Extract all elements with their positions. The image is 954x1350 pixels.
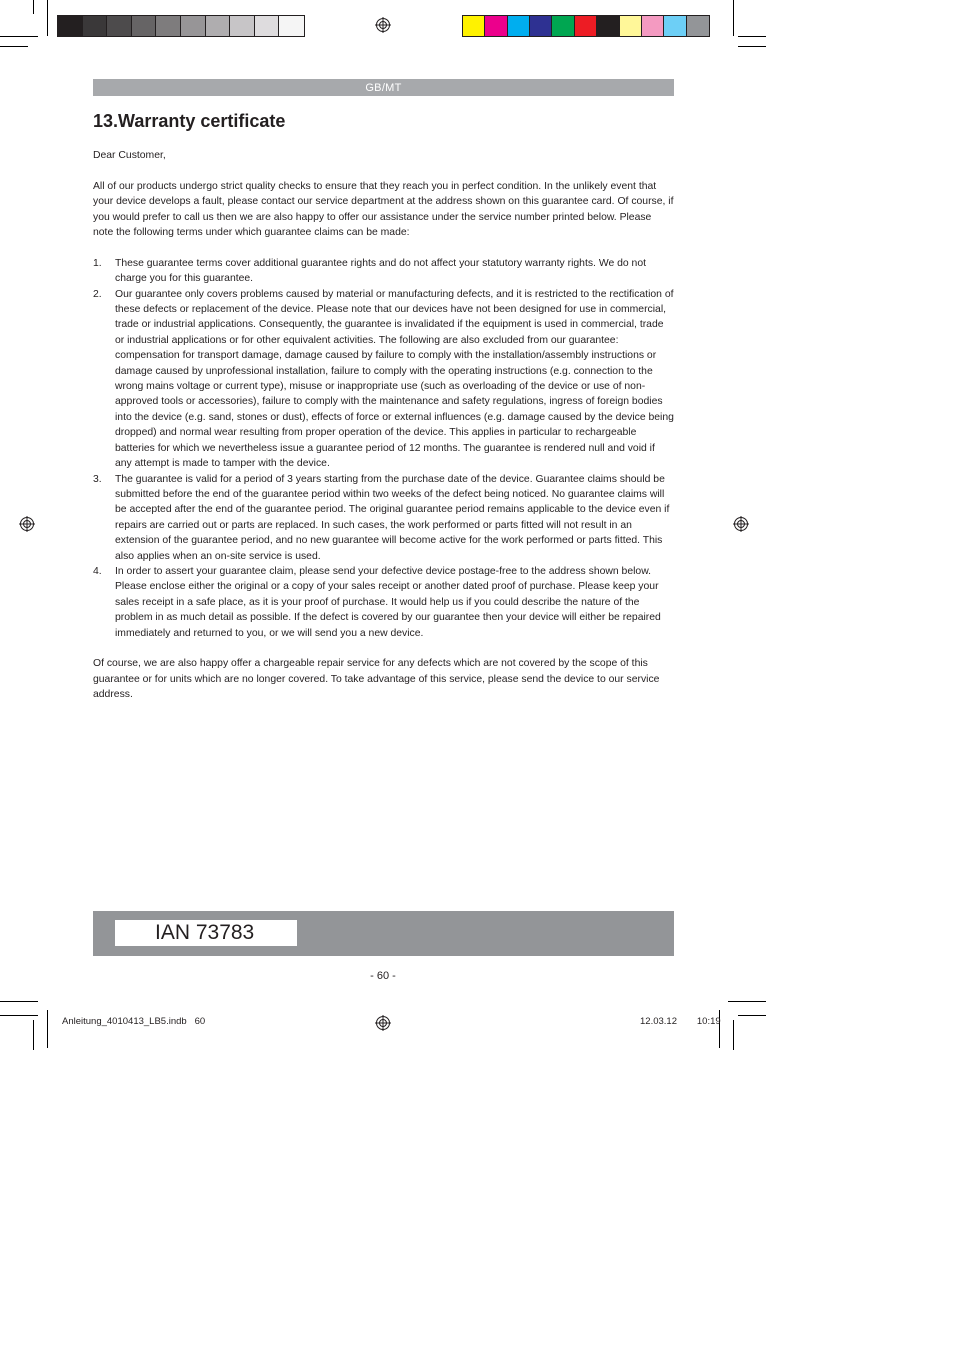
color-swatch <box>83 16 108 36</box>
list-number: 2. <box>93 288 102 300</box>
process-colorbar <box>462 15 710 37</box>
list-number: 4. <box>93 565 102 577</box>
color-swatch <box>620 16 642 36</box>
color-swatch <box>552 16 574 36</box>
color-swatch <box>58 16 83 36</box>
color-swatch <box>279 16 304 36</box>
warranty-text <box>93 148 674 718</box>
grayscale-colorbar <box>57 15 305 37</box>
color-swatch <box>642 16 664 36</box>
color-swatch <box>230 16 255 36</box>
list-item <box>93 287 674 472</box>
color-swatch <box>664 16 686 36</box>
crop-mark <box>738 46 766 47</box>
crop-mark <box>0 46 28 47</box>
list-text: The guarantee is valid for a period of 3 years starting from the purchase date of the device. Guarantee claims should be submitted before the end of the guarantee period within two weeks of the defect being noticed. No guarantee claims will be accepted after the end of the guarantee period. The original guarantee period remains applicable to the device even if repairs are carried out or parts are replaced. In such cases, the work performed or parts fitted will not result in an extension of the guarantee period, and no new guarantee will become active for the work performed or parts fitted. This also applies when an on-site service is used. <box>115 473 670 562</box>
crop-mark <box>0 36 38 37</box>
list-number: 1. <box>93 257 102 269</box>
footer-file-info: Anleitung_4010413_LB5.indb 60 <box>62 1016 206 1027</box>
crop-mark <box>738 36 766 37</box>
page-title: 13.Warranty certificate <box>93 111 286 131</box>
crop-mark <box>738 1015 766 1016</box>
color-swatch <box>530 16 552 36</box>
color-swatch <box>107 16 132 36</box>
crop-mark <box>0 1001 38 1002</box>
terms-list <box>93 256 674 641</box>
crop-mark <box>733 0 734 36</box>
color-swatch <box>575 16 597 36</box>
color-swatch <box>508 16 530 36</box>
crop-mark <box>0 1015 38 1016</box>
footer-date: 12.03.12 10:19 <box>640 1016 721 1027</box>
list-text: Our guarantee only covers problems caused by material or manufacturing defects, and it is restricted to the rectification of these defects or replacement of the device. Please note that our devices have not been designed for use in commercial, trade or industrial applications. Consequently, the guarantee is invalidated if the equipment is used in commercial, trade or industrial applications or for other equivalent activities. The following are also excluded from our guarantee: compensation for transport damage, damage caused by failure to comply with the installation/assembly instructions or damage caused by unprofessional installation, failure to comply with the operating instructions (e.g. connection to the wrong mains voltage or current type), misuse or inappropriate use (such as overloading of the device or use of non-approved tools or accessories), failure to comply with the maintenance and safety regulations, ingress of foreign bodies into the device (e.g. sand, stones or dust), effects of force or external influences (e.g. damage caused by the device being dropped) and normal wear resulting from proper operation of the device. This applies in particular to rechargeable batteries for which we nevertheless issue a guarantee period of 12 months. The guarantee is rendered null and void if any attempt is made to tamper with the device. <box>115 288 674 470</box>
closing-paragraph: Of course, we are also happy offer a chargeable repair service for any defects which are not covered by the scope of this guarantee or for units which are no longer covered. To take advantage of this service, please send the device to our service address. <box>93 658 660 701</box>
region-header <box>93 79 674 96</box>
registration-mark-icon <box>19 516 35 532</box>
registration-mark-icon <box>733 516 749 532</box>
crop-mark <box>47 0 48 36</box>
salutation: Dear Customer, <box>93 150 166 161</box>
list-item <box>93 472 674 564</box>
list-item <box>93 256 674 287</box>
crop-mark <box>47 1010 48 1048</box>
intro-paragraph: All of our products undergo strict quality checks to ensure that they reach you in perfect condition. In the unlikely event that your device develops a fault, please contact our service department at the address shown on this guarantee card. Of course, if you would prefer to call us then we are also happy to offer our assistance under the service number printed below. Please note the following terms under which guarantee claims can be made: <box>93 180 674 239</box>
ian-band <box>93 911 674 956</box>
list-number: 3. <box>93 473 102 485</box>
region-label: GB/MT <box>365 81 402 94</box>
color-swatch <box>463 16 485 36</box>
registration-mark-icon <box>375 1015 391 1031</box>
color-swatch <box>156 16 181 36</box>
list-text: These guarantee terms cover additional guarantee rights and do not affect your statutory warranty rights. We do not charge you for this guarantee. <box>115 257 646 285</box>
list-text: In order to assert your guarantee claim, please send your defective device postage-free to the address shown below. Please enclose either the original or a copy of your sales receipt or another dated proof of purchase. Please keep your sales receipt in a safe place, as it is your proof of purchase. It would help us if you could describe the nature of the problem in as much detail as possible. If the defect is covered by our guarantee then your device will either be repaired immediately and returned to you, or we will send you a new device. <box>115 565 661 639</box>
color-swatch <box>597 16 619 36</box>
crop-mark <box>728 1001 766 1002</box>
registration-mark-icon <box>375 17 391 33</box>
color-swatch <box>181 16 206 36</box>
page-number: - 60 - <box>370 970 396 982</box>
color-swatch <box>687 16 709 36</box>
list-item <box>93 564 674 641</box>
color-swatch <box>255 16 280 36</box>
ian-number: IAN 73783 <box>115 920 297 946</box>
crop-mark <box>33 1020 34 1050</box>
color-swatch <box>206 16 231 36</box>
color-swatch <box>132 16 157 36</box>
crop-mark <box>733 1020 734 1050</box>
color-swatch <box>485 16 507 36</box>
crop-mark <box>33 0 34 14</box>
